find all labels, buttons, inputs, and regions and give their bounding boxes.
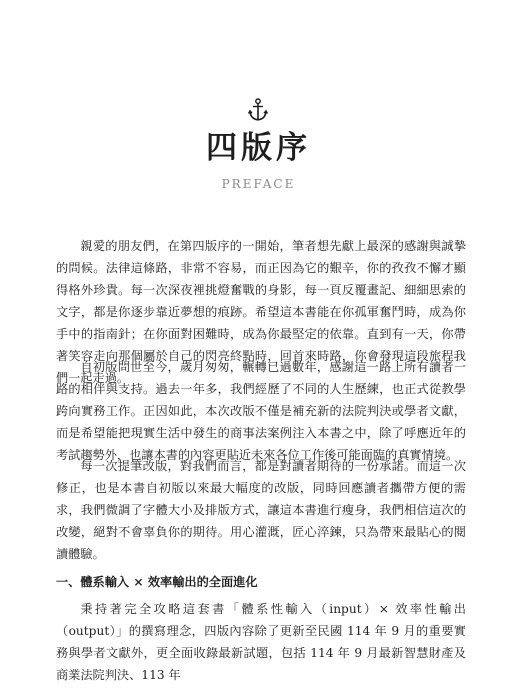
preface-paragraph-1: 親愛的朋友們，在第四版序的一開始，筆者想先獻上最深的感謝與誠摯的問候。法律這條路，非常不容易，而正因為它的艱辛，你的孜孜不懈才顯得格外珍貴。每一次深夜裡挑燈奮戰的身影，每一頁反覆畫記、細細思索的文字，都是你逐步靠近夢想的痕跡。希望這本書能在你孤軍奮鬥時，成為你手中的指南針；在你面對困難時，成為你最堅定的依靠。直到有一天，你帶著笑容走向那個屬於自己的閃亮終點時，回首來時路，你會發現這段旅程我們一起走過。 <box>56 239 466 385</box>
section-heading: 一、體系輸入 × 效率輸出的全面進化 <box>56 575 258 589</box>
preface-paragraph-2: 自初版問世至今，歲月匆匆，輾轉已過數年，感謝這一路上所有讀者一路的相伴與支持。過去一年多，我們經歷了不同的人生歷練，也正式從教學跨向實務工作。正因如此，本次改版不僅是補充新的法院判決或學者文獻，而是希望能把現實生活中發生的商事法案例注入本書之中，除了呼應近年的考試趨勢外，也讓本書的內容更貼近未來各位工作後可能面臨的真實情境。 <box>56 360 466 462</box>
page-title: 四版序 <box>206 130 311 166</box>
section-paragraph: 秉持著完全攻略這套書「體系性輸入（input）× 效率性輸出（output）」的撰寫理念，四版內容除了更新至民國 114 年 9 月的重要實務與學者文獻外，更全面收錄最新試題，包括 114 年 9 月最新智慧財產及商業法院判決、113 年 <box>56 602 466 682</box>
anchor-icon <box>247 98 269 122</box>
preface-paragraph-3: 每一次提筆改版，對我們而言，都是對讀者期待的一份承諾。而這一次修正，也是本書自初版以來最大幅度的改版，同時回應讀者攜帶方便的需求，我們微調了字體大小及排版方式，讓這本書進行瘦身，我們相信這次的改變，絕對不會辜負你的期待。用心灌溉，匠心淬鍊，只為帶來最貼心的閱讀體驗。 <box>56 459 466 561</box>
page-subtitle: PREFACE <box>221 177 296 191</box>
